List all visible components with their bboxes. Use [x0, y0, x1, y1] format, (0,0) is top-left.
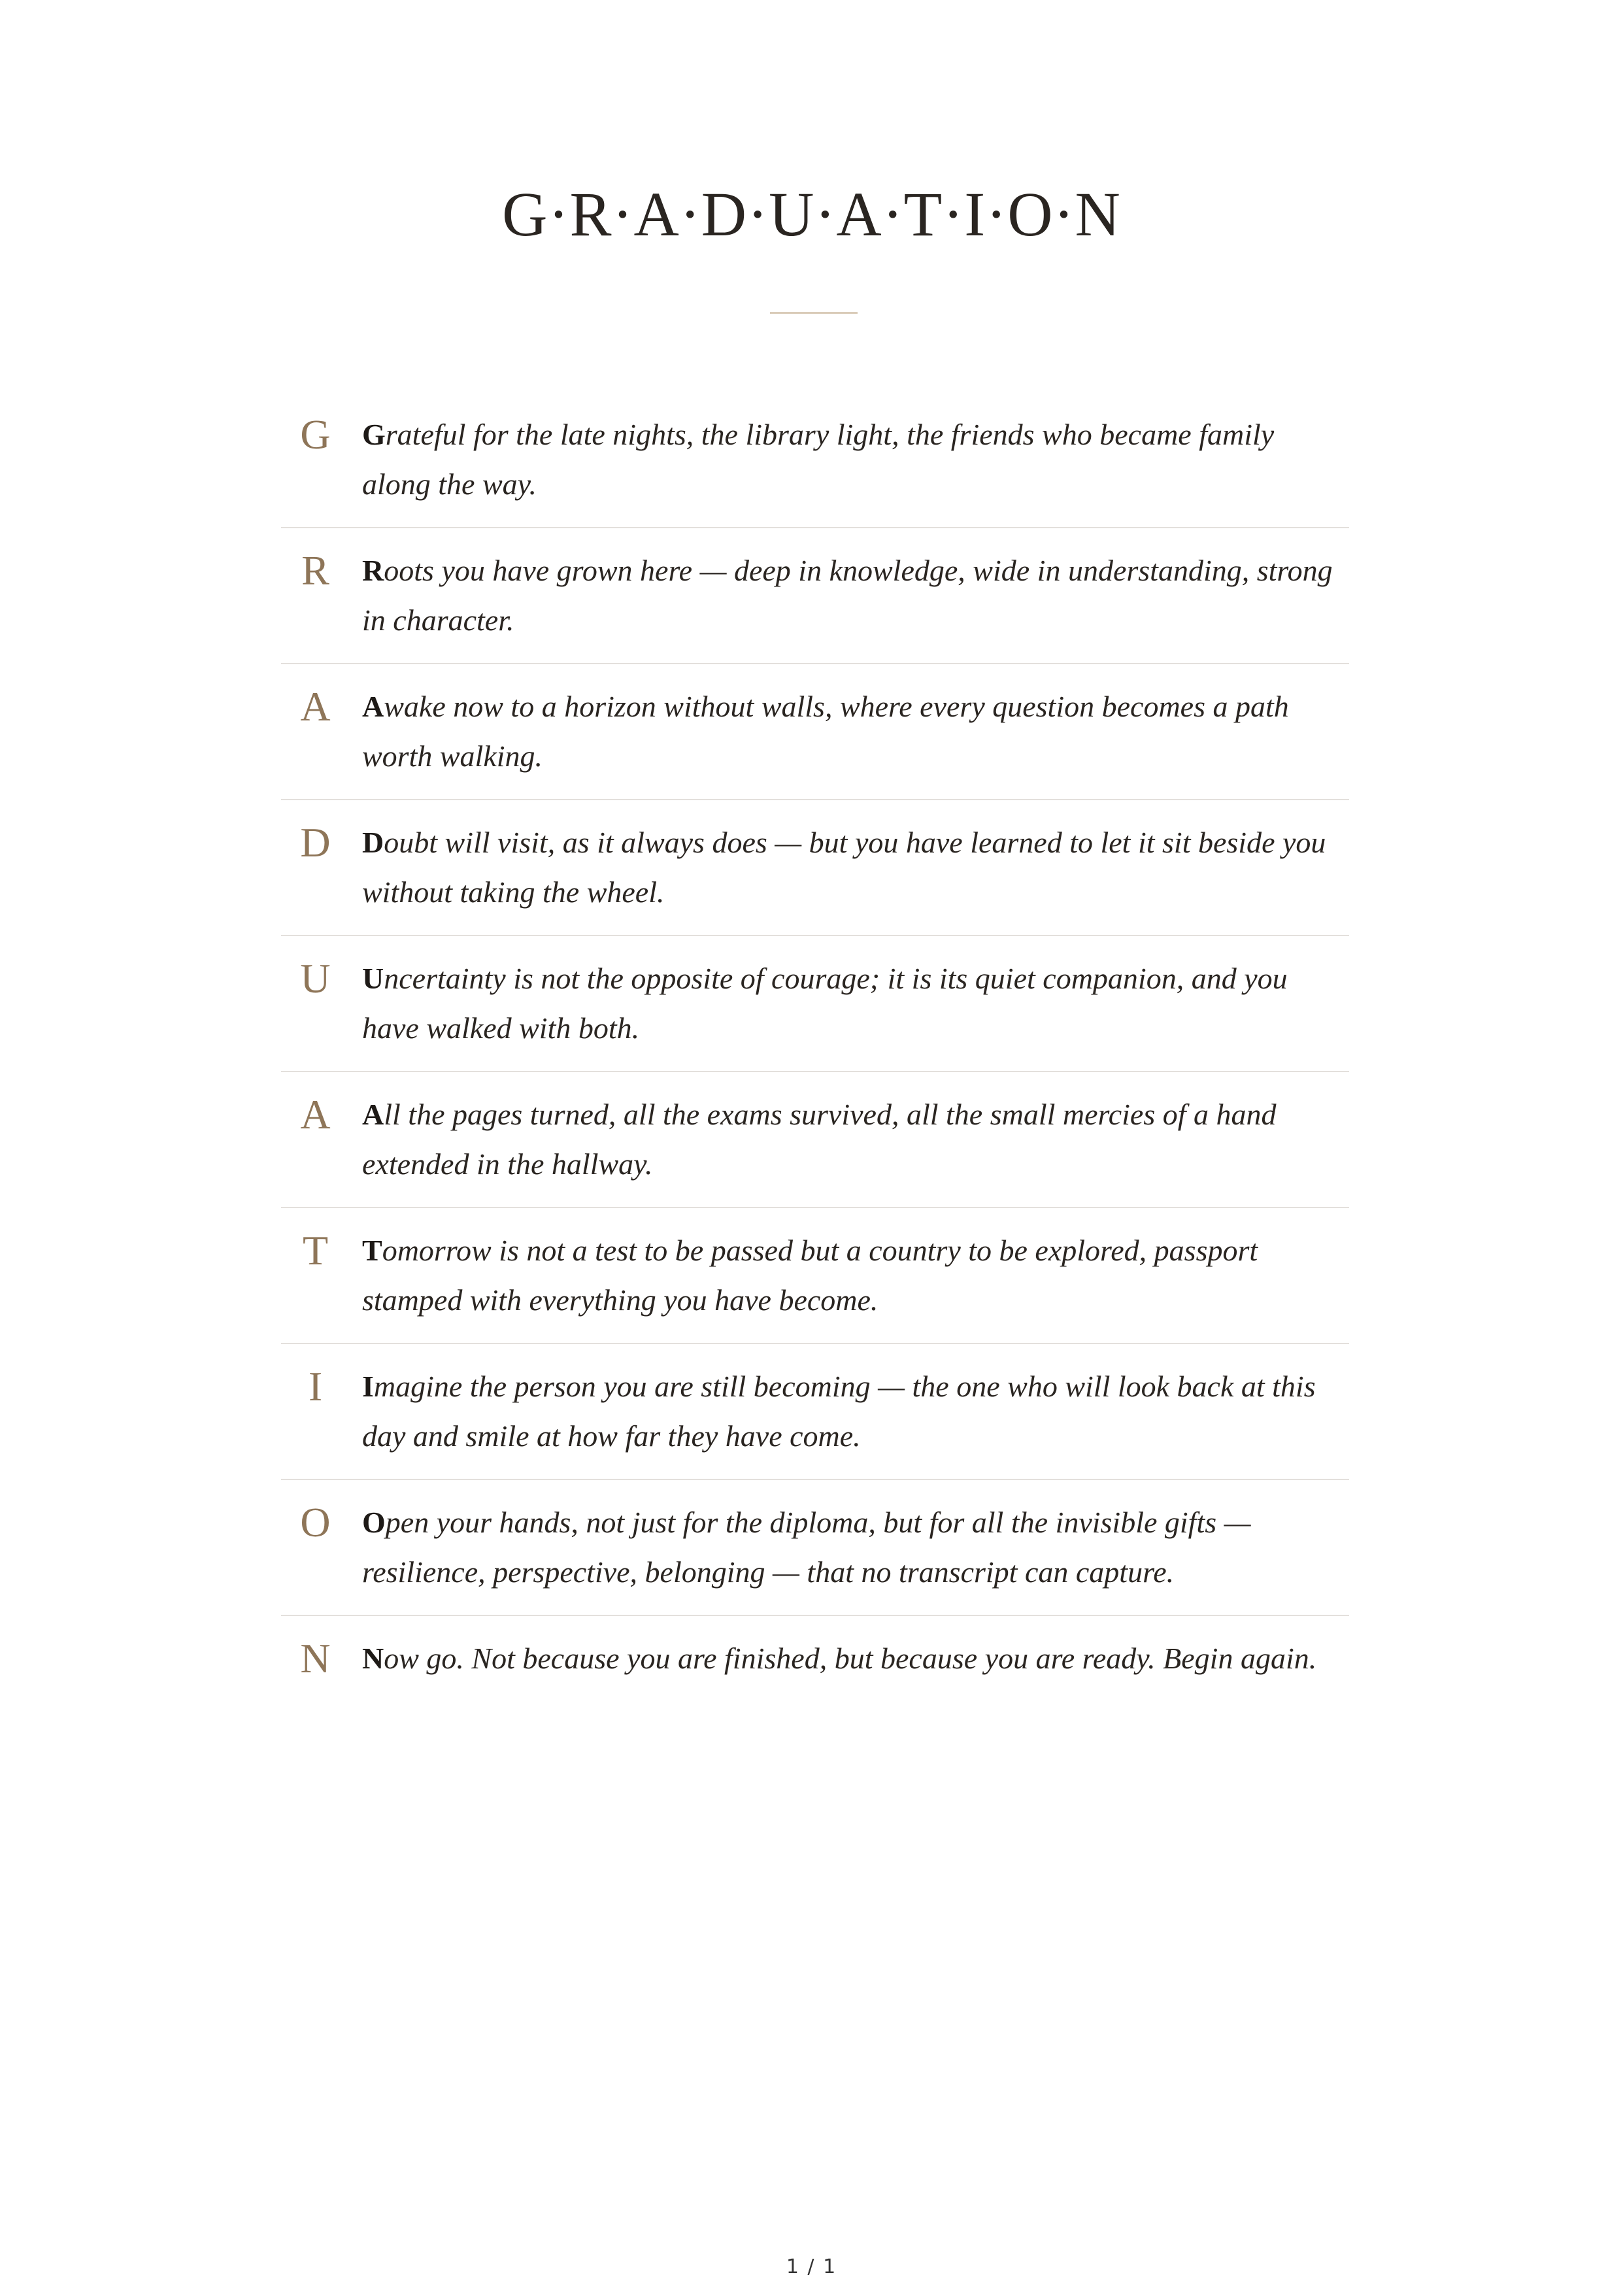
acrostic-line: [362, 664, 1349, 799]
line-lead-letter: R: [362, 554, 384, 587]
line-text: oots you have grown here — deep in knowledge, wide in understanding, strong in character.: [362, 554, 1333, 637]
acrostic-line: [362, 1208, 1349, 1343]
acrostic-line: [362, 800, 1349, 935]
acrostic-initial: T: [302, 1227, 329, 1274]
acrostic-initial: D: [300, 819, 331, 866]
acrostic-line: [362, 1072, 1349, 1207]
page-title: G·R·A·D·U·A·T·I·O·N: [502, 179, 1121, 249]
acrostic-initial: N: [300, 1635, 331, 1681]
line-text: omorrow is not a test to be passed but a country to be explored, passport stamped with everything you have become.: [362, 1234, 1258, 1317]
line-lead-letter: T: [362, 1234, 382, 1267]
line-lead-letter: G: [362, 418, 386, 451]
acrostic-row: [281, 1072, 1349, 1208]
acrostic-line: [362, 1616, 1349, 1701]
acrostic-row: [281, 936, 1349, 1072]
line-lead-letter: O: [362, 1506, 386, 1539]
acrostic-line: [362, 1344, 1349, 1479]
line-text: ow go. Not because you are finished, but because you are ready. Begin again.: [384, 1642, 1317, 1675]
acrostic-line: [362, 392, 1349, 527]
line-lead-letter: N: [362, 1642, 384, 1675]
line-text: wake now to a horizon without walls, where every question becomes a path worth walking.: [362, 690, 1289, 773]
acrostic-initial: U: [300, 955, 331, 1002]
acrostic-row: [281, 664, 1349, 800]
acrostic-line: [362, 936, 1349, 1071]
line-lead-letter: I: [362, 1370, 374, 1403]
acrostic-row: [281, 1344, 1349, 1480]
line-text: rateful for the late nights, the library light, the friends who became family along the way.: [362, 418, 1275, 501]
line-text: pen your hands, not just for the diploma, but for all the invisible gifts — resilience, perspective, belonging — that no transcript can capture.: [362, 1506, 1251, 1589]
line-lead-letter: A: [362, 690, 384, 723]
acrostic-line: [362, 1480, 1349, 1615]
acrostic-row: [281, 1208, 1349, 1344]
line-text: oubt will visit, as it always does — but you have learned to let it sit beside you without taking the wheel.: [362, 826, 1326, 909]
acrostic-row: [281, 1480, 1349, 1616]
acrostic-initial: G: [300, 411, 331, 458]
line-lead-letter: A: [362, 1098, 384, 1131]
line-text: ncertainty is not the opposite of courage; it is its quiet companion, and you have walked with both.: [362, 962, 1288, 1045]
acrostic-row: [281, 392, 1349, 528]
acrostic-list: [281, 392, 1349, 1701]
line-text: ll the pages turned, all the exams survived, all the small mercies of a hand extended in the hallway.: [362, 1098, 1277, 1181]
line-lead-letter: D: [362, 826, 384, 859]
acrostic-row: [281, 528, 1349, 664]
acrostic-initial: A: [300, 1091, 331, 1138]
acrostic-row: [281, 800, 1349, 936]
acrostic-initial: R: [301, 547, 329, 594]
title-divider: [770, 312, 858, 314]
acrostic-initial: I: [308, 1363, 323, 1410]
acrostic-line: [362, 528, 1349, 663]
acrostic-initial: A: [300, 683, 331, 730]
acrostic-row: [281, 1616, 1349, 1701]
page-number: 1 / 1: [786, 2255, 837, 2278]
line-lead-letter: U: [362, 962, 384, 995]
acrostic-initial: O: [300, 1499, 331, 1545]
line-text: magine the person you are still becoming — the one who will look back at this day and smile at how far they have come.: [362, 1370, 1316, 1453]
